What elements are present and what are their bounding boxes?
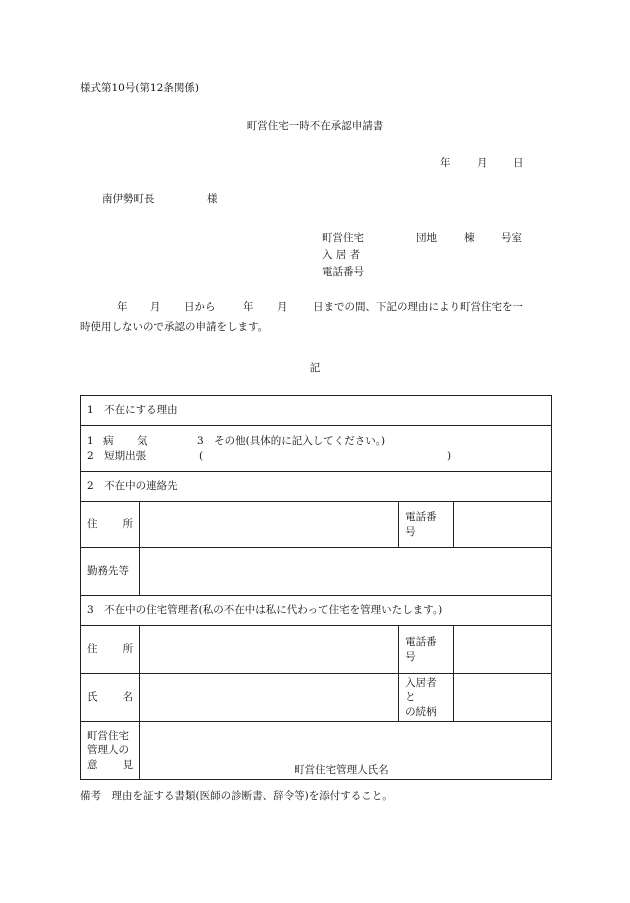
period-day-until: 日までの間、下記の理由により町営住宅を一 — [313, 301, 523, 313]
contact-phone-label: 電話番号 — [399, 502, 454, 548]
reason-opt1-b: 気 — [137, 434, 148, 447]
manager-phone-label: 電話番号 — [399, 626, 454, 674]
body-line2: 時使用しないので承認の申請をします。 — [80, 321, 269, 333]
contact-address-field[interactable] — [140, 502, 399, 548]
reason-opt3: 3 その他(具体的に記入してください。) — [197, 434, 386, 447]
date-month: 月 — [477, 157, 488, 169]
manager-name-label: 氏 名 — [81, 674, 140, 722]
reason-opt1-a: 病 — [103, 434, 114, 447]
manager-name-field[interactable] — [140, 674, 399, 722]
period-year2: 年 — [243, 301, 254, 313]
relation-field[interactable] — [453, 674, 551, 722]
phone-label: 電話番号 — [322, 266, 364, 278]
danchi-label: 団地 — [416, 232, 437, 244]
relation-label: 入居者と の続柄 — [399, 674, 454, 722]
section2-title: 2 不在中の連絡先 — [81, 472, 552, 502]
ki-heading: 記 — [309, 362, 321, 374]
workplace-field[interactable] — [140, 548, 552, 596]
tou-label: 棟 — [464, 232, 475, 244]
period-month1: 月 — [150, 301, 161, 313]
opinion-field[interactable] — [140, 722, 552, 780]
housing-label: 町営住宅 — [322, 232, 364, 244]
remarks: 備考 理由を証する書類(医師の診断書、辞令等)を添付すること。 — [80, 790, 393, 802]
workplace-label: 勤務先等 — [81, 548, 140, 596]
application-table — [80, 395, 552, 780]
reason-opt1-num: 1 — [87, 434, 94, 447]
period-day-from: 日から — [184, 301, 216, 313]
addressee-name: 南伊勢町長 — [102, 193, 155, 205]
form-number: 様式第10号(第12条関係) — [80, 82, 199, 94]
opinion-label: 町営住宅 管理人の 意 見 — [81, 722, 140, 780]
goushitsu-label: 号室 — [501, 232, 522, 244]
manager-address-field[interactable] — [140, 626, 399, 674]
reason-paren-close: ) — [447, 449, 452, 462]
reason-options — [81, 426, 552, 472]
applicant-block — [322, 232, 542, 292]
manager-address-label: 住 所 — [81, 626, 140, 674]
period-year1: 年 — [117, 301, 128, 313]
period-month2: 月 — [277, 301, 288, 313]
section1-title: 1 不在にする理由 — [81, 396, 552, 426]
addressee-honorific: 様 — [207, 193, 218, 205]
section3-title: 3 不在中の住宅管理者(私の不在中は私に代わって住宅を管理いたします。) — [81, 596, 552, 626]
reason-opt2: 2 短期出張 — [87, 449, 147, 462]
contact-address-label: 住 所 — [81, 502, 140, 548]
reason-paren-open: ( — [199, 449, 204, 462]
date-day: 日 — [513, 157, 524, 169]
date-year: 年 — [440, 157, 451, 169]
manager-name-signature-label: 町営住宅管理人氏名 — [294, 763, 389, 776]
resident-label: 入 居 者 — [322, 249, 361, 261]
form-title: 町営住宅一時不在承認申請書 — [246, 120, 384, 132]
manager-phone-field[interactable] — [453, 626, 551, 674]
contact-phone-field[interactable] — [453, 502, 551, 548]
